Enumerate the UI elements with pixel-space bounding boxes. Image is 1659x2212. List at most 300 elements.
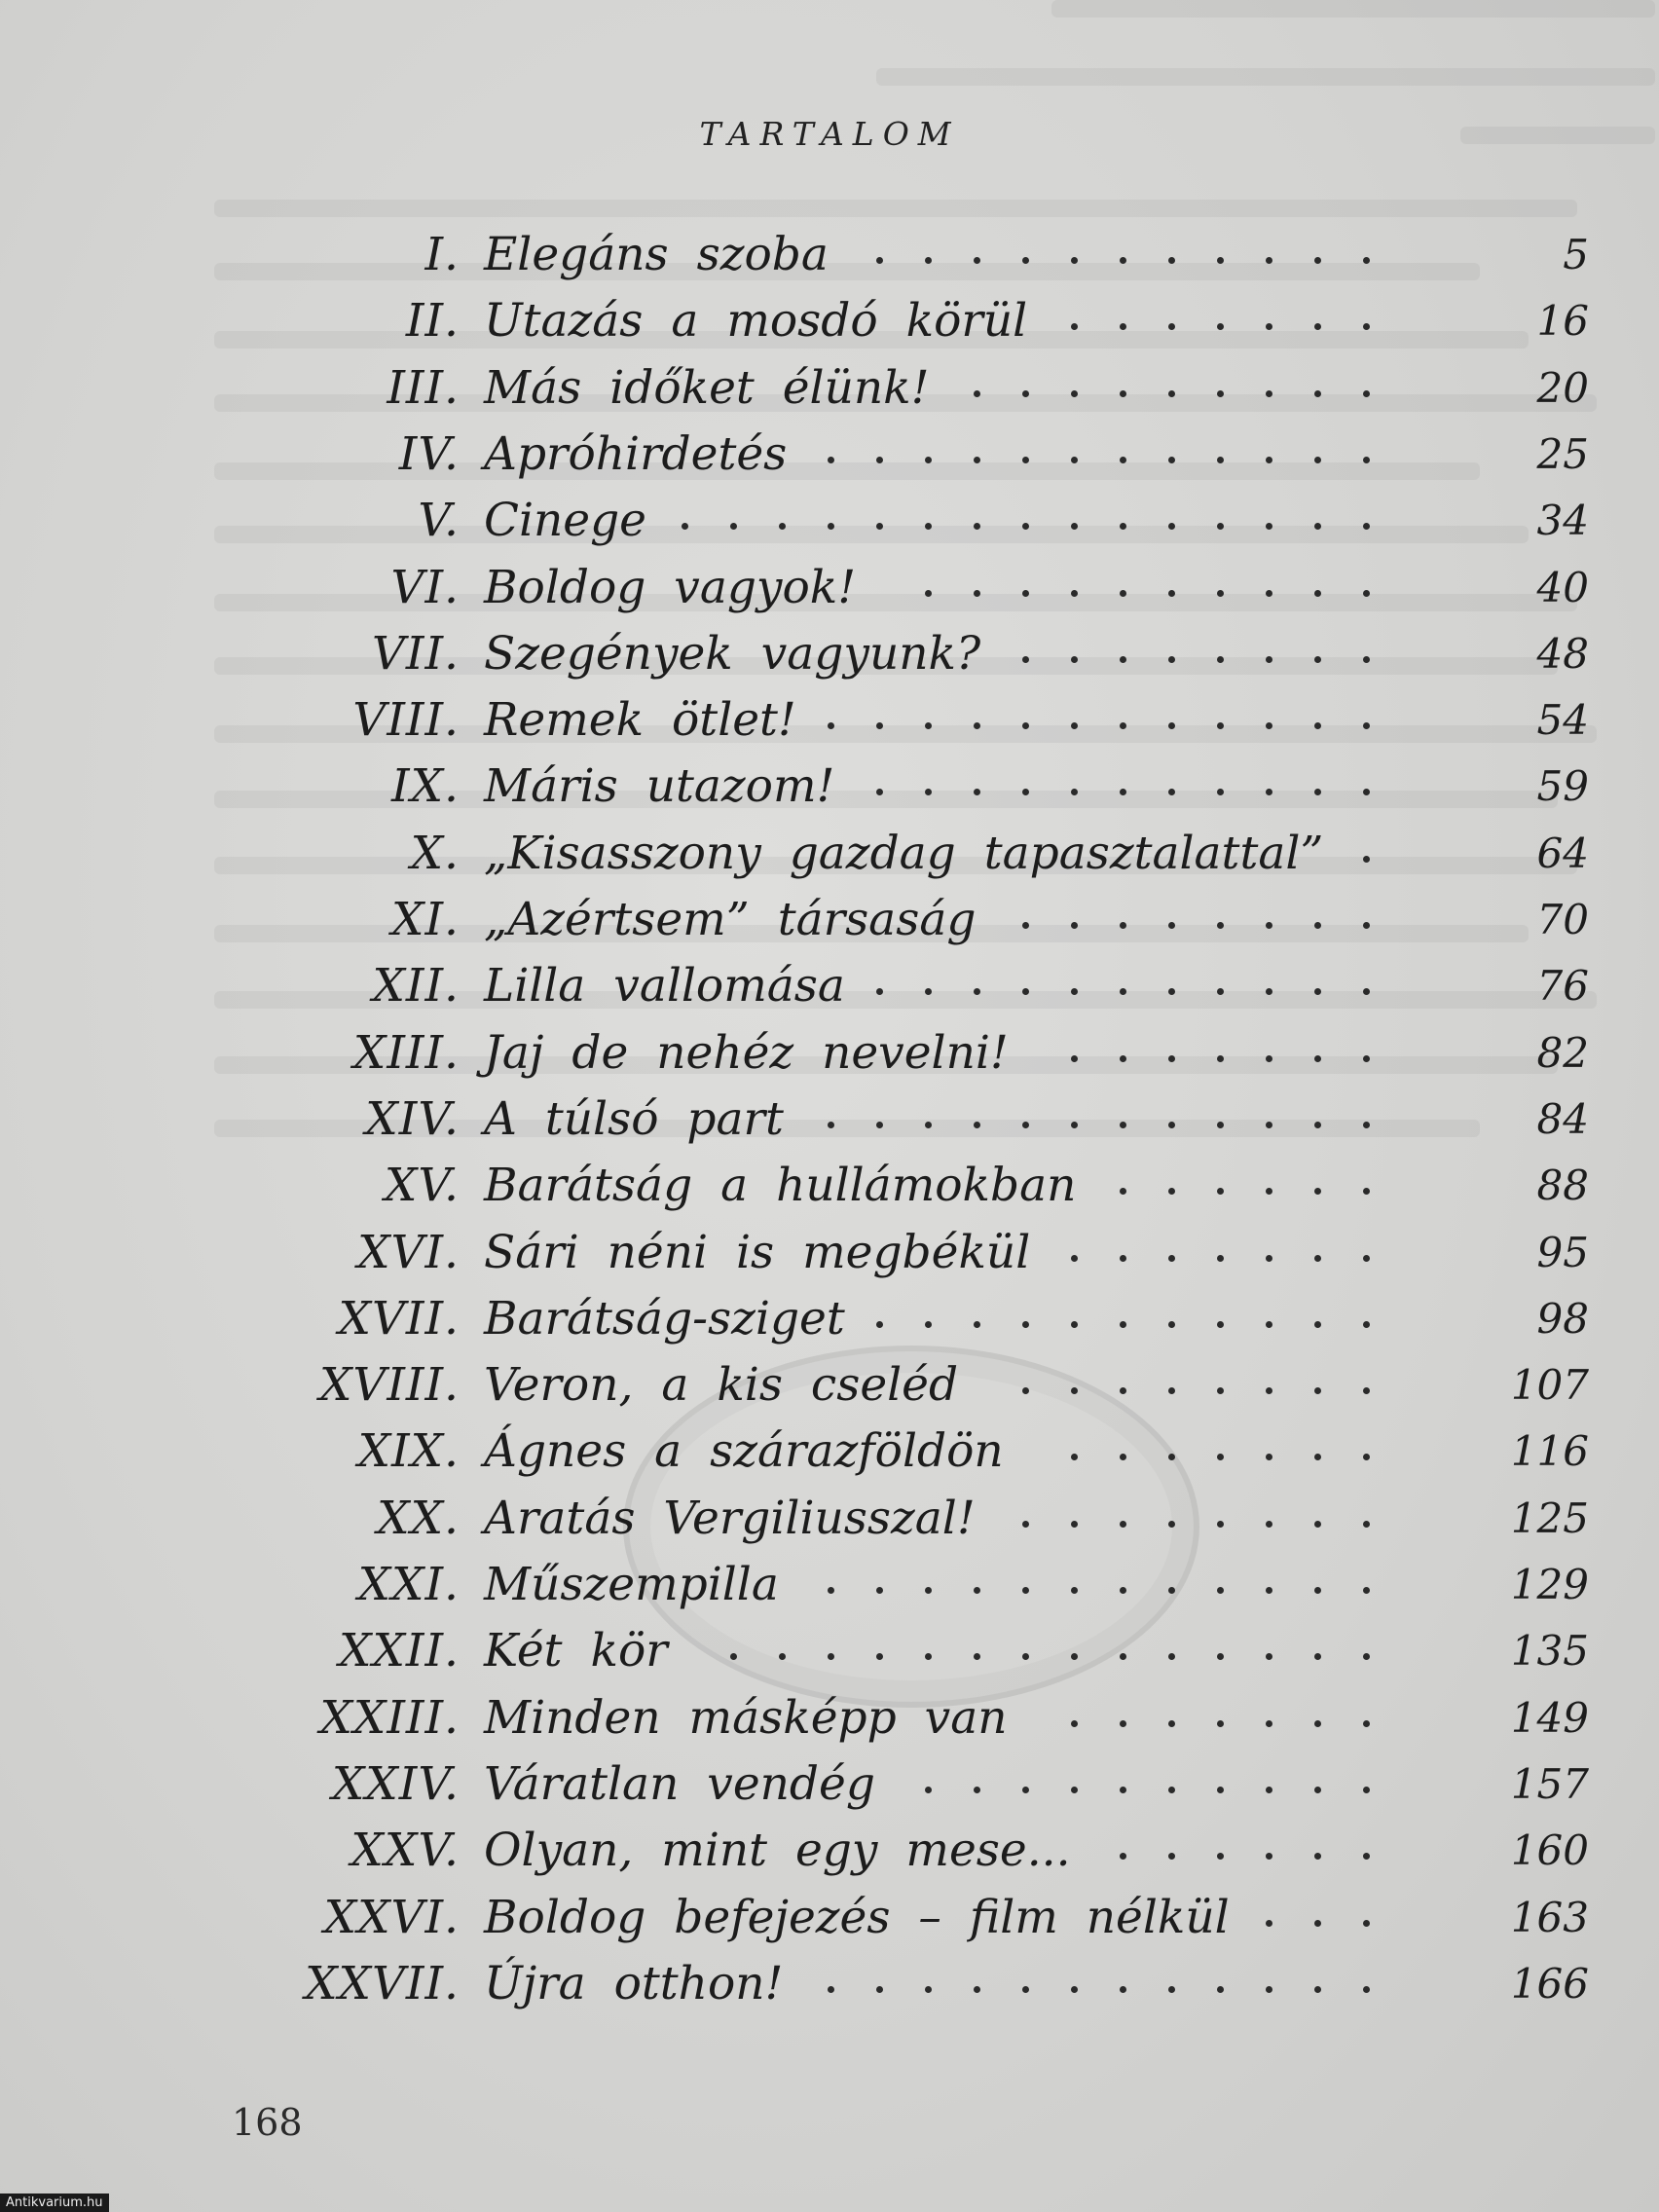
leader-dot bbox=[1314, 1255, 1321, 1262]
leader-dot bbox=[974, 722, 980, 729]
chapter-title: Lilla vallomása bbox=[484, 959, 845, 1014]
leader-dot bbox=[1266, 1188, 1272, 1195]
chapter-title: Ágnes a szárazföldön bbox=[484, 1424, 1004, 1479]
leader-dot bbox=[1022, 523, 1029, 530]
leader-dot bbox=[1022, 1387, 1029, 1394]
toc-entry bbox=[0, 1552, 1659, 1618]
leader-dot bbox=[1266, 1920, 1272, 1927]
leader-dot bbox=[1120, 1787, 1126, 1793]
chapter-title: Sári néni is megbékül bbox=[484, 1225, 1031, 1279]
leader-dot bbox=[1217, 1055, 1224, 1062]
leader-dot bbox=[1363, 457, 1370, 463]
leader-dot bbox=[1120, 457, 1126, 463]
leader-dot bbox=[1168, 1188, 1175, 1195]
chapter-number: IX. bbox=[391, 759, 460, 814]
leader-dot bbox=[1120, 922, 1126, 929]
chapter-title: Barátság a hullámokban bbox=[484, 1159, 1077, 1213]
leader-dot bbox=[1120, 1653, 1126, 1660]
page-title: TARTALOM bbox=[699, 115, 960, 153]
leader-dot bbox=[1314, 722, 1321, 729]
leader-dot bbox=[1314, 789, 1321, 795]
leader-dot bbox=[1266, 1454, 1272, 1460]
chapter-page: 20 bbox=[1536, 363, 1589, 412]
leader-dot bbox=[1168, 590, 1175, 597]
leader-dot bbox=[1314, 323, 1321, 330]
leader-dot bbox=[1120, 1255, 1126, 1262]
toc-entry bbox=[0, 1885, 1659, 1951]
leader-dot bbox=[1217, 457, 1224, 463]
leader-dot bbox=[1314, 1986, 1321, 1993]
leader-dot bbox=[1168, 1055, 1175, 1062]
toc-entry bbox=[0, 621, 1659, 687]
leader-dot bbox=[925, 1986, 932, 1993]
chapter-number: XVIII. bbox=[318, 1358, 460, 1413]
leader-dot bbox=[925, 1653, 932, 1660]
leader-dot bbox=[1120, 722, 1126, 729]
chapter-title: Apróhirdetés bbox=[484, 426, 788, 481]
leader-dot bbox=[1217, 722, 1224, 729]
leader-dot bbox=[974, 1587, 980, 1594]
leader-dot bbox=[1168, 1387, 1175, 1394]
leader-dot bbox=[1168, 1321, 1175, 1328]
leader-dot bbox=[1071, 257, 1078, 264]
chapter-page: 149 bbox=[1510, 1693, 1589, 1742]
chapter-page: 70 bbox=[1536, 896, 1589, 943]
chapter-number: V. bbox=[418, 494, 460, 548]
leader-dot bbox=[876, 1122, 883, 1128]
chapter-number: I. bbox=[424, 228, 460, 281]
page-number: 168 bbox=[232, 2101, 303, 2144]
leader-dot bbox=[925, 988, 932, 995]
leader-dot bbox=[1363, 1920, 1370, 1927]
leader-dot bbox=[730, 1653, 737, 1660]
leader-dot bbox=[1071, 1653, 1078, 1660]
chapter-number: XXIV. bbox=[331, 1756, 460, 1811]
leader-dot bbox=[1168, 1853, 1175, 1860]
leader-dot bbox=[1363, 988, 1370, 995]
leader-dot bbox=[1120, 1387, 1126, 1394]
leader-dot bbox=[1168, 1521, 1175, 1528]
leader-dot bbox=[1363, 1587, 1370, 1594]
leader-dot bbox=[828, 1986, 834, 1993]
toc-entry bbox=[0, 953, 1659, 1019]
leader-dot bbox=[779, 523, 786, 530]
leader-dot bbox=[1217, 1853, 1224, 1860]
leader-dot bbox=[1217, 590, 1224, 597]
dot-leader bbox=[0, 1087, 1659, 1153]
leader-dot bbox=[1314, 1720, 1321, 1727]
leader-dot bbox=[1314, 1387, 1321, 1394]
leader-dot bbox=[1363, 1787, 1370, 1793]
leader-dot bbox=[1266, 1122, 1272, 1128]
chapter-number: X. bbox=[410, 826, 460, 880]
chapter-number: III. bbox=[387, 360, 460, 415]
chapter-title: Más időket élünk! bbox=[484, 360, 930, 415]
leader-dot bbox=[974, 789, 980, 795]
leader-dot bbox=[1217, 1787, 1224, 1793]
leader-dot bbox=[828, 722, 834, 729]
leader-dot bbox=[974, 457, 980, 463]
leader-dot bbox=[876, 789, 883, 795]
leader-dot bbox=[925, 523, 932, 530]
toc-entry bbox=[0, 1286, 1659, 1352]
leader-dot bbox=[1071, 988, 1078, 995]
leader-dot bbox=[828, 457, 834, 463]
leader-dot bbox=[974, 988, 980, 995]
leader-dot bbox=[1266, 323, 1272, 330]
chapter-page: 34 bbox=[1536, 497, 1589, 545]
leader-dot bbox=[1071, 457, 1078, 463]
leader-dot bbox=[1266, 789, 1272, 795]
leader-dot bbox=[1314, 1787, 1321, 1793]
leader-dot bbox=[1071, 523, 1078, 530]
toc-entry bbox=[0, 1486, 1659, 1552]
leader-dot bbox=[876, 257, 883, 264]
leader-dot bbox=[1022, 390, 1029, 397]
toc-entry bbox=[0, 687, 1659, 754]
chapter-page: 88 bbox=[1536, 1161, 1589, 1210]
leader-dot bbox=[1314, 1188, 1321, 1195]
leader-dot bbox=[1266, 390, 1272, 397]
toc-entry bbox=[0, 1751, 1659, 1818]
chapter-number: XI. bbox=[391, 893, 460, 946]
leader-dot bbox=[1022, 1986, 1029, 1993]
toc-entry bbox=[0, 1020, 1659, 1087]
leader-dot bbox=[1120, 1055, 1126, 1062]
leader-dot bbox=[1266, 1853, 1272, 1860]
leader-dot bbox=[1022, 590, 1029, 597]
leader-dot bbox=[1120, 1454, 1126, 1460]
chapter-number: XIX. bbox=[357, 1424, 460, 1479]
leader-dot bbox=[974, 257, 980, 264]
chapter-page: 59 bbox=[1536, 762, 1589, 811]
chapter-page: 135 bbox=[1510, 1627, 1589, 1676]
leader-dot bbox=[876, 722, 883, 729]
leader-dot bbox=[925, 457, 932, 463]
leader-dot bbox=[1314, 390, 1321, 397]
leader-dot bbox=[1266, 1521, 1272, 1528]
leader-dot bbox=[1217, 1188, 1224, 1195]
leader-dot bbox=[1266, 257, 1272, 264]
leader-dot bbox=[1168, 1587, 1175, 1594]
leader-dot bbox=[974, 390, 980, 397]
leader-dot bbox=[1314, 988, 1321, 995]
toc-entry bbox=[0, 355, 1659, 422]
leader-dot bbox=[1266, 988, 1272, 995]
ghost-line bbox=[876, 68, 1655, 86]
ghost-line bbox=[214, 200, 1577, 217]
toc-entry bbox=[0, 1618, 1659, 1684]
leader-dot bbox=[1022, 722, 1029, 729]
leader-dot bbox=[1314, 1122, 1321, 1128]
leader-dot bbox=[1266, 1055, 1272, 1062]
leader-dot bbox=[1120, 1587, 1126, 1594]
leader-dot bbox=[974, 1321, 980, 1328]
leader-dot bbox=[1363, 789, 1370, 795]
leader-dot bbox=[1168, 789, 1175, 795]
chapter-page: 40 bbox=[1536, 563, 1589, 611]
leader-dot bbox=[1168, 1787, 1175, 1793]
leader-dot bbox=[876, 988, 883, 995]
leader-dot bbox=[1071, 390, 1078, 397]
leader-dot bbox=[1120, 323, 1126, 330]
leader-dot bbox=[1120, 1188, 1126, 1195]
chapter-title: Veron, a kis cseléd bbox=[484, 1358, 959, 1413]
leader-dot bbox=[876, 457, 883, 463]
chapter-page: 116 bbox=[1510, 1427, 1589, 1476]
leader-dot bbox=[1363, 1055, 1370, 1062]
leader-dot bbox=[1217, 1255, 1224, 1262]
leader-dot bbox=[1120, 1321, 1126, 1328]
toc-entry bbox=[0, 222, 1659, 288]
toc-entry bbox=[0, 754, 1659, 820]
leader-dot bbox=[828, 1122, 834, 1128]
leader-dot bbox=[1071, 789, 1078, 795]
leader-dot bbox=[1071, 1986, 1078, 1993]
leader-dot bbox=[1168, 257, 1175, 264]
leader-dot bbox=[1217, 1321, 1224, 1328]
leader-dot bbox=[1071, 656, 1078, 663]
leader-dot bbox=[1120, 1122, 1126, 1128]
leader-dot bbox=[925, 789, 932, 795]
leader-dot bbox=[1217, 1587, 1224, 1594]
chapter-number: XXII. bbox=[339, 1624, 460, 1678]
chapter-number: VIII. bbox=[352, 693, 460, 748]
leader-dot bbox=[1168, 1720, 1175, 1727]
chapter-number: II. bbox=[405, 294, 460, 349]
leader-dot bbox=[1071, 1122, 1078, 1128]
leader-dot bbox=[1071, 1587, 1078, 1594]
chapter-number: VII. bbox=[371, 626, 460, 681]
leader-dot bbox=[1266, 1255, 1272, 1262]
toc-entry bbox=[0, 887, 1659, 953]
chapter-page: 107 bbox=[1510, 1361, 1589, 1410]
leader-dot bbox=[1217, 523, 1224, 530]
leader-dot bbox=[876, 1321, 883, 1328]
chapter-number: XXV. bbox=[350, 1824, 460, 1878]
chapter-title: Boldog vagyok! bbox=[484, 560, 857, 614]
chapter-title: A túlsó part bbox=[484, 1091, 784, 1146]
chapter-page: 129 bbox=[1510, 1561, 1589, 1608]
leader-dot bbox=[1217, 789, 1224, 795]
leader-dot bbox=[974, 523, 980, 530]
chapter-page: 166 bbox=[1510, 1959, 1589, 2008]
leader-dot bbox=[1168, 1454, 1175, 1460]
chapter-title: Két kör bbox=[484, 1624, 668, 1678]
leader-dot bbox=[925, 1587, 932, 1594]
chapter-page: 84 bbox=[1536, 1094, 1589, 1143]
leader-dot bbox=[876, 1587, 883, 1594]
toc-entry bbox=[0, 1352, 1659, 1419]
leader-dot bbox=[828, 1587, 834, 1594]
chapter-title: Máris utazom! bbox=[484, 759, 835, 814]
leader-dot bbox=[1071, 590, 1078, 597]
leader-dot bbox=[1071, 1720, 1078, 1727]
leader-dot bbox=[1120, 656, 1126, 663]
chapter-title: Aratás Vergiliusszal! bbox=[484, 1491, 976, 1545]
chapter-page: 54 bbox=[1536, 696, 1589, 745]
leader-dot bbox=[1168, 457, 1175, 463]
leader-dot bbox=[1314, 1653, 1321, 1660]
leader-dot bbox=[1120, 1720, 1126, 1727]
leader-dot bbox=[1363, 1853, 1370, 1860]
leader-dot bbox=[1314, 1454, 1321, 1460]
leader-dot bbox=[1217, 1720, 1224, 1727]
leader-dot bbox=[1266, 1321, 1272, 1328]
leader-dot bbox=[1120, 390, 1126, 397]
chapter-page: 157 bbox=[1510, 1759, 1589, 1808]
leader-dot bbox=[1071, 1321, 1078, 1328]
leader-dot bbox=[1071, 1454, 1078, 1460]
leader-dot bbox=[1120, 523, 1126, 530]
chapter-title: Utazás a mosdó körül bbox=[484, 294, 1028, 349]
leader-dot bbox=[876, 523, 883, 530]
chapter-title: Újra otthon! bbox=[484, 1956, 784, 2010]
dot-leader bbox=[0, 687, 1659, 754]
toc-entry bbox=[0, 422, 1659, 488]
leader-dot bbox=[1266, 1986, 1272, 1993]
leader-dot bbox=[1120, 590, 1126, 597]
leader-dot bbox=[1266, 722, 1272, 729]
leader-dot bbox=[1314, 1055, 1321, 1062]
leader-dot bbox=[1363, 1454, 1370, 1460]
leader-dot bbox=[1071, 922, 1078, 929]
leader-dot bbox=[1022, 257, 1029, 264]
leader-dot bbox=[1266, 656, 1272, 663]
leader-dot bbox=[1071, 1387, 1078, 1394]
leader-dot bbox=[1168, 656, 1175, 663]
chapter-page: 125 bbox=[1510, 1493, 1589, 1542]
leader-dot bbox=[925, 1787, 932, 1793]
leader-dot bbox=[1168, 722, 1175, 729]
leader-dot bbox=[1168, 988, 1175, 995]
toc-entry bbox=[0, 1153, 1659, 1219]
chapter-page: 25 bbox=[1536, 429, 1589, 478]
leader-dot bbox=[1120, 1853, 1126, 1860]
leader-dot bbox=[1314, 1853, 1321, 1860]
leader-dot bbox=[1217, 390, 1224, 397]
chapter-title: Elegáns szoba bbox=[484, 228, 829, 281]
leader-dot bbox=[1120, 257, 1126, 264]
chapter-title: Remek ötlet! bbox=[484, 693, 796, 748]
leader-dot bbox=[1363, 856, 1370, 863]
dot-leader bbox=[0, 222, 1659, 288]
leader-dot bbox=[1363, 590, 1370, 597]
leader-dot bbox=[1022, 1587, 1029, 1594]
leader-dot bbox=[1217, 922, 1224, 929]
watermark-label: Antikvarium.hu bbox=[0, 2194, 109, 2212]
leader-dot bbox=[1168, 1122, 1175, 1128]
chapter-number: XIV. bbox=[365, 1091, 460, 1146]
leader-dot bbox=[1168, 1255, 1175, 1262]
leader-dot bbox=[1168, 1986, 1175, 1993]
leader-dot bbox=[1314, 1321, 1321, 1328]
chapter-number: IV. bbox=[398, 426, 460, 481]
leader-dot bbox=[1071, 1055, 1078, 1062]
leader-dot bbox=[1217, 1521, 1224, 1528]
toc-entry bbox=[0, 1087, 1659, 1153]
dot-leader bbox=[0, 1951, 1659, 2017]
toc-entry bbox=[0, 488, 1659, 554]
chapter-title: Barátság-sziget bbox=[484, 1291, 845, 1346]
chapter-page: 98 bbox=[1536, 1294, 1589, 1343]
leader-dot bbox=[1022, 988, 1029, 995]
leader-dot bbox=[1168, 323, 1175, 330]
leader-dot bbox=[1071, 1521, 1078, 1528]
chapter-page: 160 bbox=[1510, 1826, 1589, 1875]
chapter-page: 64 bbox=[1536, 829, 1589, 877]
leader-dot bbox=[974, 590, 980, 597]
leader-dot bbox=[1168, 1653, 1175, 1660]
leader-dot bbox=[1266, 922, 1272, 929]
leader-dot bbox=[1266, 523, 1272, 530]
leader-dot bbox=[1314, 590, 1321, 597]
leader-dot bbox=[1120, 1986, 1126, 1993]
leader-dot bbox=[1022, 1321, 1029, 1328]
leader-dot bbox=[1266, 590, 1272, 597]
chapter-number: XXVI. bbox=[323, 1890, 460, 1944]
leader-dot bbox=[1217, 656, 1224, 663]
chapter-page: 16 bbox=[1536, 297, 1589, 346]
leader-dot bbox=[876, 1653, 883, 1660]
leader-dot bbox=[925, 1321, 932, 1328]
leader-dot bbox=[1314, 257, 1321, 264]
leader-dot bbox=[974, 1986, 980, 1993]
leader-dot bbox=[1120, 1521, 1126, 1528]
toc-entry bbox=[0, 1419, 1659, 1485]
leader-dot bbox=[1363, 1653, 1370, 1660]
leader-dot bbox=[1363, 922, 1370, 929]
chapter-number: XVI. bbox=[357, 1225, 460, 1279]
leader-dot bbox=[828, 1653, 834, 1660]
leader-dot bbox=[925, 722, 932, 729]
chapter-number: XXVII. bbox=[305, 1956, 460, 2010]
leader-dot bbox=[1022, 1787, 1029, 1793]
leader-dot bbox=[1363, 1188, 1370, 1195]
chapter-page: 82 bbox=[1536, 1028, 1589, 1077]
leader-dot bbox=[1266, 1587, 1272, 1594]
leader-dot bbox=[1314, 1920, 1321, 1927]
leader-dot bbox=[1363, 1720, 1370, 1727]
dot-leader bbox=[0, 422, 1659, 488]
chapter-title: „Azértsem” társaság bbox=[484, 893, 977, 946]
leader-dot bbox=[1363, 257, 1370, 264]
chapter-page: 95 bbox=[1536, 1228, 1589, 1276]
chapter-number: XX. bbox=[377, 1491, 460, 1545]
leader-dot bbox=[1266, 1720, 1272, 1727]
leader-dot bbox=[1314, 1587, 1321, 1594]
toc-entry bbox=[0, 555, 1659, 621]
chapter-number: XVII. bbox=[338, 1291, 460, 1346]
leader-dot bbox=[1217, 988, 1224, 995]
leader-dot bbox=[1363, 1387, 1370, 1394]
leader-dot bbox=[1022, 789, 1029, 795]
leader-dot bbox=[1314, 523, 1321, 530]
leader-dot bbox=[730, 523, 737, 530]
leader-dot bbox=[1217, 1653, 1224, 1660]
ghost-line bbox=[1051, 0, 1655, 18]
leader-dot bbox=[1266, 457, 1272, 463]
leader-dot bbox=[1314, 457, 1321, 463]
leader-dot bbox=[1168, 922, 1175, 929]
leader-dot bbox=[1363, 390, 1370, 397]
leader-dot bbox=[1266, 1787, 1272, 1793]
chapter-title: „Kisasszony gazdag tapasztalattal” bbox=[484, 826, 1324, 880]
dot-leader bbox=[0, 488, 1659, 554]
leader-dot bbox=[1120, 789, 1126, 795]
chapter-number: VI. bbox=[390, 560, 460, 614]
leader-dot bbox=[1363, 1255, 1370, 1262]
